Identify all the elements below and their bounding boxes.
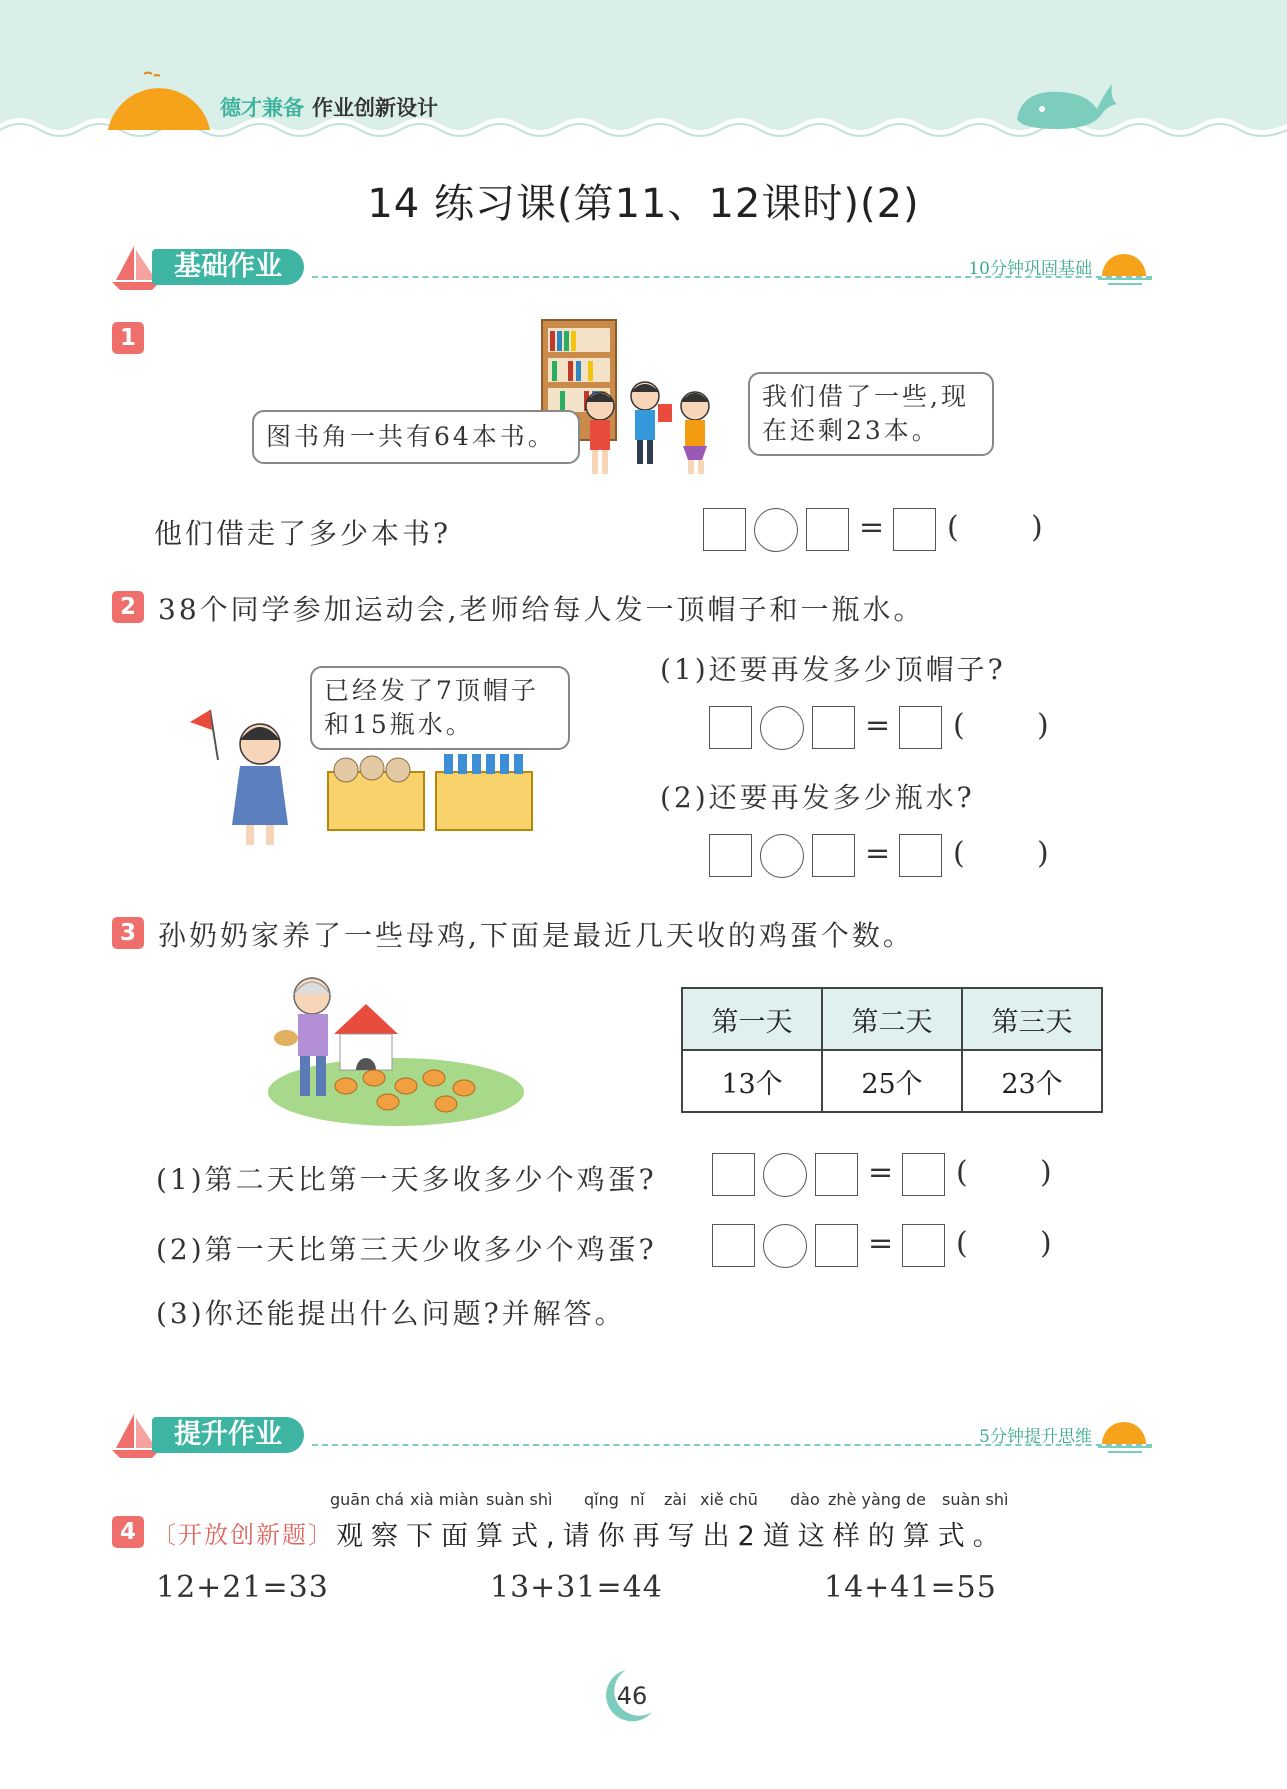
paren-open: ( [947, 510, 959, 545]
egg-count-table [681, 987, 1103, 1113]
answer-box[interactable] [893, 508, 936, 551]
pinyin: guān chá [330, 1490, 405, 1509]
operator-circle[interactable] [763, 1224, 807, 1268]
paren-close: ) [1040, 1226, 1052, 1261]
answer-box[interactable] [806, 508, 849, 551]
table-cell: 13个 [682, 1050, 822, 1112]
teacher-boxes-illustration [188, 700, 538, 850]
equation-blank [709, 834, 1069, 880]
answer-box[interactable] [899, 834, 942, 877]
question-number: 2 [112, 591, 144, 623]
operator-circle[interactable] [760, 706, 804, 750]
table-cell: 23个 [962, 1050, 1102, 1112]
pinyin: dào [790, 1490, 820, 1509]
equation-blank [709, 706, 1069, 752]
section-header-advanced [112, 1412, 1152, 1460]
paren-close: ) [1037, 836, 1049, 871]
bubble-text: 已经发了7顶帽子 [324, 676, 539, 705]
question-number: 3 [112, 917, 144, 949]
brand-rest: 作业创新设计 [312, 96, 438, 120]
paren-close: ) [1040, 1155, 1052, 1190]
table-header-row [682, 988, 1102, 1050]
question-text: 38个同学参加运动会,老师给每人发一顶帽子和一瓶水。 [158, 593, 925, 626]
equation-blank [712, 1153, 1072, 1199]
bubble-text: 和15瓶水。 [324, 710, 474, 739]
answer-box[interactable] [709, 834, 752, 877]
small-sun-icon [1098, 246, 1152, 286]
equation-blank [703, 508, 1063, 554]
pinyin: zài [664, 1490, 687, 1509]
table-header-cell: 第二天 [822, 988, 962, 1050]
operator-circle[interactable] [754, 508, 798, 552]
section-header-basic [112, 244, 1152, 292]
pinyin: qǐng [584, 1490, 619, 1509]
pinyin: xiě chū [700, 1490, 758, 1509]
pinyin: de [906, 1490, 926, 1509]
answer-box[interactable] [712, 1153, 755, 1196]
example-formula: 13+31=44 [490, 1570, 663, 1605]
table-cell: 25个 [822, 1050, 962, 1112]
table-header-cell: 第三天 [962, 988, 1102, 1050]
operator-circle[interactable] [760, 834, 804, 878]
paren-close: ) [1037, 708, 1049, 743]
sub-question: (2)第一天比第三天少收多少个鸡蛋? [156, 1233, 657, 1266]
answer-box[interactable] [902, 1153, 945, 1196]
lesson-title: 14 练习课(第11、12课时)(2) [367, 181, 920, 227]
equation-blank [712, 1224, 1072, 1270]
paren-open: ( [953, 836, 965, 871]
sun-logo-icon [104, 70, 214, 132]
grandma-hens-illustration [266, 974, 526, 1130]
question-text-part: 请你再写出2道这样的算式。 [562, 1521, 1008, 1552]
example-formula: 14+41=55 [824, 1570, 997, 1605]
question-tag: 〔开放创新题〕 [152, 1521, 334, 1549]
brand-title [220, 92, 438, 122]
question-text: 孙奶奶家养了一些母鸡,下面是最近几天收的鸡蛋个数。 [158, 919, 914, 952]
pinyin: nǐ [630, 1490, 645, 1509]
question-number: 1 [112, 322, 144, 354]
section-label: 基础作业 [152, 249, 304, 285]
equals-sign: = [868, 1226, 894, 1261]
brand-highlight: 德才兼备 [220, 96, 304, 120]
sub-question: (2)还要再发多少瓶水? [660, 781, 975, 814]
answer-box[interactable] [703, 508, 746, 551]
question-text [336, 1514, 1008, 1553]
question-text-part: 观察下面算式, [336, 1521, 563, 1552]
equals-sign: = [859, 510, 885, 545]
sub-question: (3)你还能提出什么问题?并解答。 [156, 1297, 626, 1330]
sub-question: (1)还要再发多少顶帽子? [660, 653, 1006, 686]
page-number: 46 [616, 1682, 648, 1710]
equals-sign: = [865, 708, 891, 743]
table-row [682, 1050, 1102, 1112]
bubble-text: 在还剩23本。 [762, 416, 940, 445]
speech-bubble [748, 372, 994, 456]
question-text: 他们借走了多少本书? [154, 517, 452, 550]
answer-box[interactable] [902, 1224, 945, 1267]
bubble-text: 我们借了一些,现 [762, 382, 969, 411]
section-note: 10分钟巩固基础 [968, 259, 1092, 279]
answer-box[interactable] [815, 1224, 858, 1267]
answer-box[interactable] [709, 706, 752, 749]
bubble-text: 图书角一共有64本书。 [266, 422, 556, 451]
pinyin: suàn shì [486, 1490, 553, 1509]
pinyin: zhè yàng [828, 1490, 902, 1509]
paren-open: ( [956, 1155, 968, 1190]
sub-question: (1)第二天比第一天多收多少个鸡蛋? [156, 1163, 657, 1196]
whale-icon [1012, 74, 1122, 134]
answer-box[interactable] [812, 834, 855, 877]
answer-box[interactable] [815, 1153, 858, 1196]
operator-circle[interactable] [763, 1153, 807, 1197]
paren-open: ( [953, 708, 965, 743]
paren-open: ( [956, 1226, 968, 1261]
table-header-cell: 第一天 [682, 988, 822, 1050]
pinyin: xià miàn [410, 1490, 479, 1509]
small-sun-icon [1098, 1414, 1152, 1454]
speech-bubble [252, 410, 580, 464]
answer-box[interactable] [899, 706, 942, 749]
paren-close: ) [1031, 510, 1043, 545]
equals-sign: = [865, 836, 891, 871]
pinyin: suàn shì [942, 1490, 1009, 1509]
answer-box[interactable] [712, 1224, 755, 1267]
example-formula: 12+21=33 [156, 1570, 329, 1605]
section-label: 提升作业 [152, 1417, 304, 1453]
question-number: 4 [112, 1516, 144, 1548]
answer-box[interactable] [812, 706, 855, 749]
equals-sign: = [868, 1155, 894, 1190]
section-note: 5分钟提升思维 [979, 1427, 1092, 1447]
